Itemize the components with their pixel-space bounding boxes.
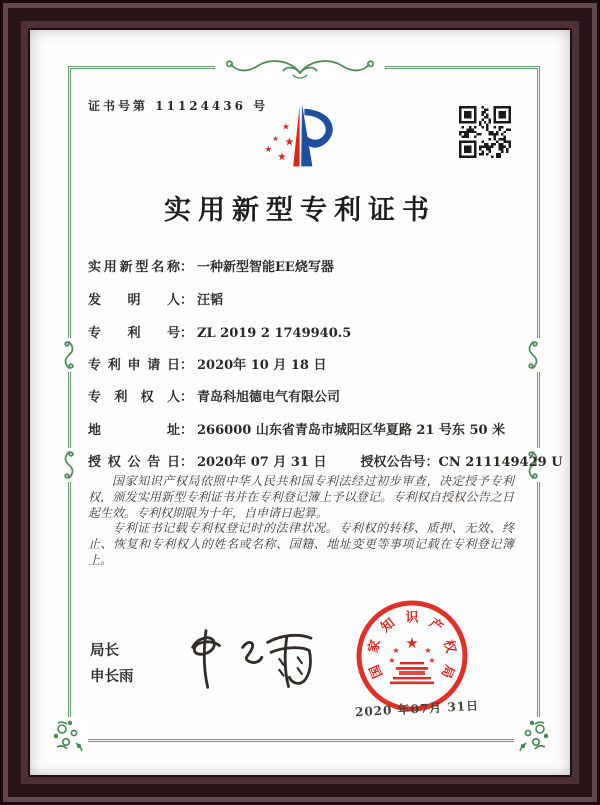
svg-text:★: ★ [428,656,436,665]
svg-text:★: ★ [405,634,419,652]
seal-ring-char: 权 [440,638,458,655]
field-row-patent-number: 专利号： ZL 2019 2 1749940.5 [88,322,528,341]
svg-text:★: ★ [424,646,432,655]
field-label: 实用新型名称 [88,260,180,275]
seal-ring-char: 知 [378,616,399,636]
body-paragraph-1: 国家知识产权局依照中华人民共和国专利法经过初步审查，决定授予专利权，颁发实用新型专利证书并在专利登记簿上予以登记。专利权自授权公告之日起生效。专利权期限为十年，自申请日起算。 [88,474,514,520]
seal-ring-char: 局 [437,662,457,681]
field-value: ZL 2019 2 1749940.5 [197,326,352,341]
seal-ring-char: 国 [367,662,387,681]
seal-date: 2020 年07月 31日 [354,698,480,720]
field-label: 专利申请日 [88,358,180,373]
field-label: 发明人 [88,293,180,308]
seal-ring-char: 家 [366,638,384,655]
field-label: 专利权人 [88,390,180,405]
svg-text:★: ★ [282,122,290,133]
field-value: 青岛科旭德电气有限公司 [197,390,341,405]
field-row-grant: 授权公告日： 2020年 07 月 31 日 授权公告号：CN 211149429 U [88,451,528,470]
field-row-inventor: 发明人： 汪韬 [88,289,528,308]
field-value: 266000 山东省青岛市城阳区华夏路 21 号东 50 米 [197,423,506,438]
field-value: 2020年 07 月 31 日 [197,455,327,470]
svg-text:★: ★ [284,135,295,149]
field-row-address: 地址： 266000 山东省青岛市城阳区华夏路 21 号东 50 米 [88,419,528,438]
director-signature [176,620,326,702]
side-curl-left-upper [60,338,78,372]
director-title: 局长 [90,642,119,659]
top-flourish-ornament [215,52,385,84]
field-label: 专利号 [88,326,180,341]
svg-text:★: ★ [272,133,279,143]
field-row-patentee: 专利权人： 青岛科旭德电气有限公司 [88,386,528,405]
certificate-number: 证书号第 11124436 号 [88,99,269,113]
grant-number-value: CN 211149429 U [438,455,563,470]
field-label: 授权公告日 [88,455,180,470]
svg-text:★: ★ [392,646,400,655]
director-name: 申长雨 [90,668,134,685]
seal-ring-char: 识 [405,610,419,626]
body-paragraph-2: 专利证书记载专利权登记时的法律状况。专利权的转移、质押、无效、终止、恢复和专利权人的姓名或名称、国籍、地址变更等事项记载在专利登记簿上。 [88,521,514,567]
cnipa-logo-icon [258,96,346,180]
svg-text:★: ★ [264,145,273,155]
legal-text [88,474,514,569]
field-value: 一种新型智能EE烧写器 [197,260,334,275]
grant-number-label: 授权公告号 [360,455,426,470]
svg-text:★: ★ [388,656,396,665]
seal-ring-char: 产 [425,616,446,636]
field-value: 汪韬 [197,293,224,308]
seal-emblem [388,634,435,684]
corner-floral-bottom-left [50,717,88,755]
certificate-title: 实用新型专利证书 [164,195,436,226]
corner-floral-bottom-right [514,717,552,755]
qr-code [459,106,511,158]
field-value: 2020年 10 月 18 日 [197,358,327,373]
field-label: 地址 [88,423,180,438]
side-curl-left-lower [60,448,78,482]
svg-text:★: ★ [277,151,287,163]
field-row-filing-date: 专利申请日： 2020年 10 月 18 日 [88,354,528,373]
director-block [90,638,134,690]
field-row-name: 实用新型名称： 一种新型智能EE烧写器 [88,256,528,275]
